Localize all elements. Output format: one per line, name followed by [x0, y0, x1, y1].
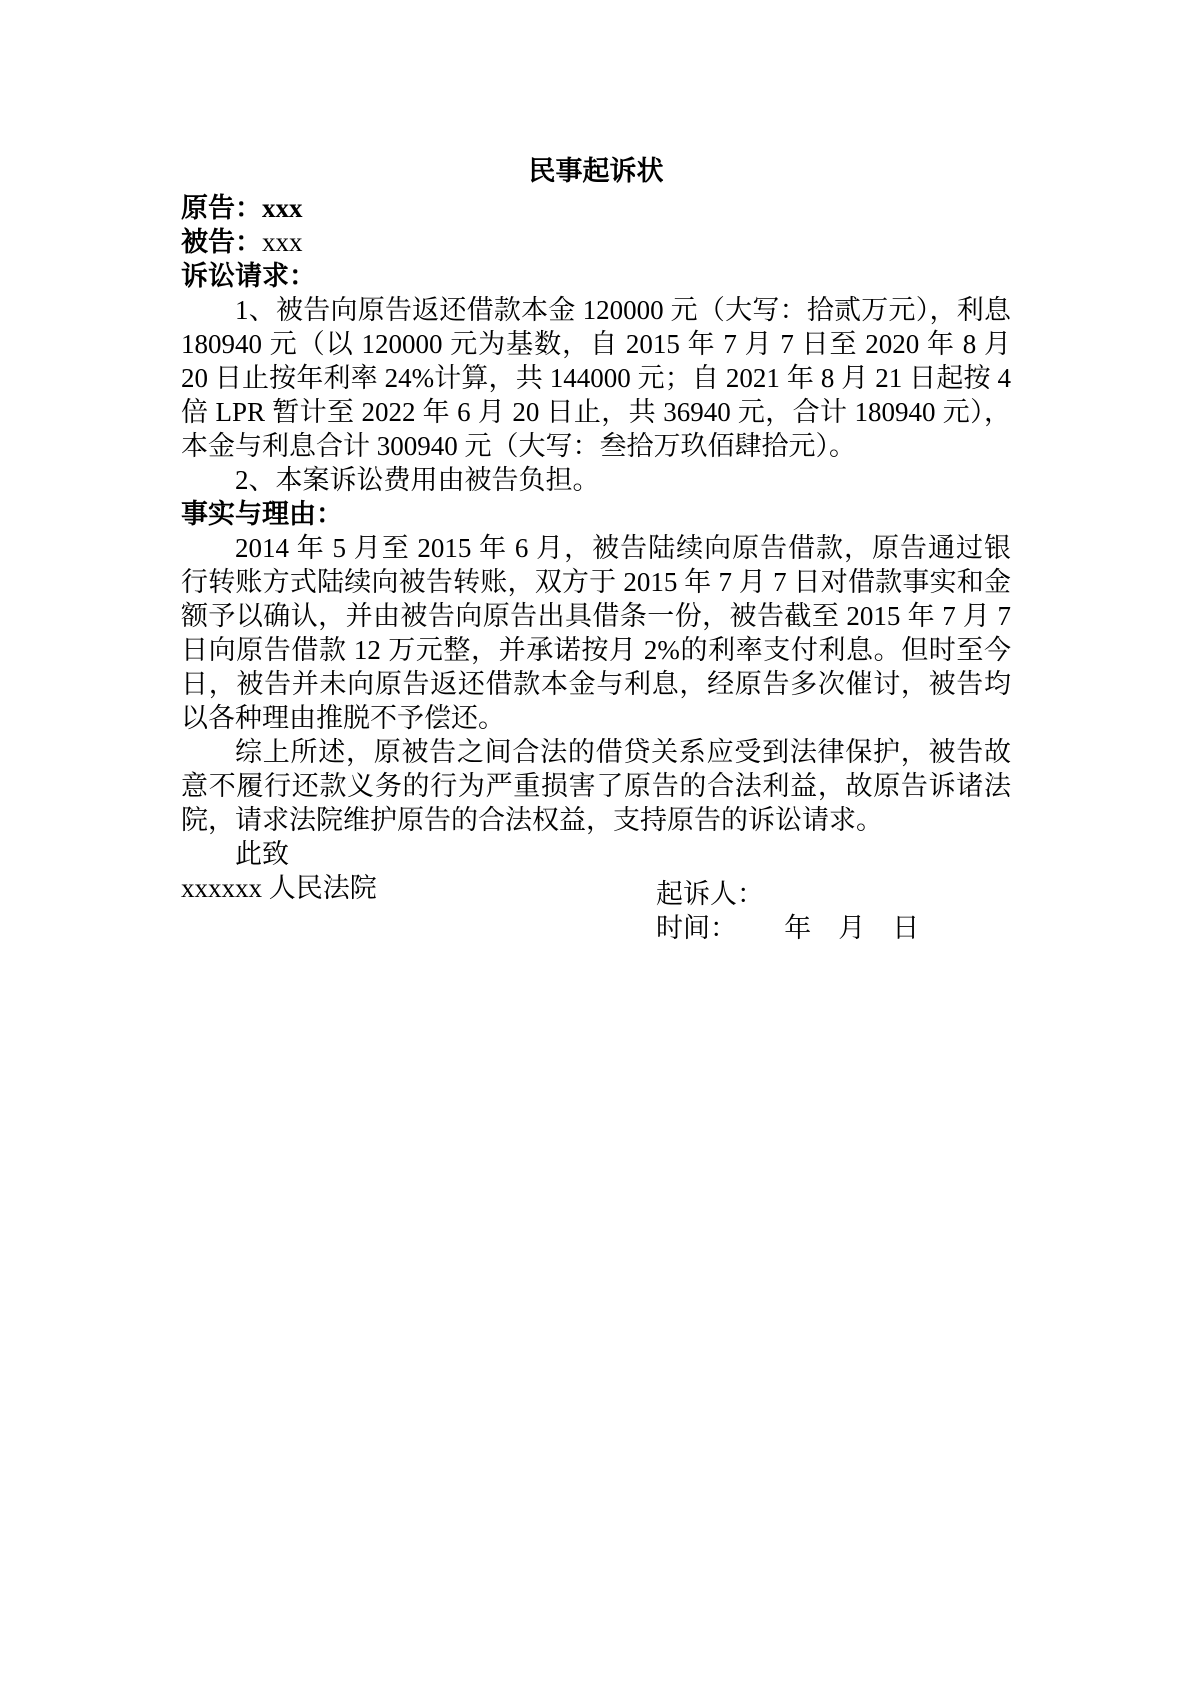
claim-item: 1、被告向原告返还借款本金 120000 元（大写：拾贰万元），利息 180940 元（以 120000 元为基数，自 2015 年 7 月 7 日至 2020 年 8 月 20 日止按年利率 24%计算，共 144000 元；自 2021 年 8 月 21 日起按 4 倍 LPR 暂计至 2022 年 6 月 20 日止，共 36940 元，合计 180940 元），本金与利息合计 300940 元（大写：叁拾万玖佰肆拾元）。 — [181, 295, 1011, 461]
defendant-line — [181, 225, 1011, 259]
signature-plaintiff-label: 起诉人： — [656, 879, 764, 909]
facts-paragraph: 综上所述，原被告之间合法的借贷关系应受到法律保护，被告故意不履行还款义务的行为严重损害了原告的合法利益，故原告诉诸法院，请求法院维护原告的合法权益，支持原告的诉讼请求。 — [181, 737, 1011, 835]
document-title: 民事起诉状 — [528, 156, 664, 186]
defendant-value: xxx — [262, 227, 303, 257]
court-name: xxxxxx 人民法院 — [181, 873, 377, 903]
plaintiff-value: xxx — [262, 193, 303, 223]
plaintiff-label: 原告： — [181, 193, 262, 223]
defendant-label: 被告： — [181, 227, 262, 257]
claim-item: 2、本案诉讼费用由被告负担。 — [235, 465, 600, 495]
plaintiff-line — [181, 191, 1011, 225]
facts-heading: 事实与理由： — [181, 499, 343, 529]
claims-heading: 诉讼请求： — [181, 261, 316, 291]
facts-paragraph: 2014 年 5 月至 2015 年 6 月，被告陆续向原告借款，原告通过银行转账方式陆续向被告转账，双方于 2015 年 7 月 7 日对借款事实和金额予以确认，并由被告向原告出具借条一份，被告截至 2015 年 7 月 7 日向原告借款 12 万元整，并承诺按月 2%的利率支付利息。但时至今日，被告并未向原告返还借款本金与利息，经原告多次催讨，被告均以各种理由推脱不予偿还。 — [181, 533, 1011, 733]
document-body — [181, 153, 1011, 905]
closing-salutation: 此致 — [235, 839, 289, 869]
signature-date-label: 时间： 年 月 日 — [656, 913, 920, 943]
signature-block — [656, 877, 919, 945]
